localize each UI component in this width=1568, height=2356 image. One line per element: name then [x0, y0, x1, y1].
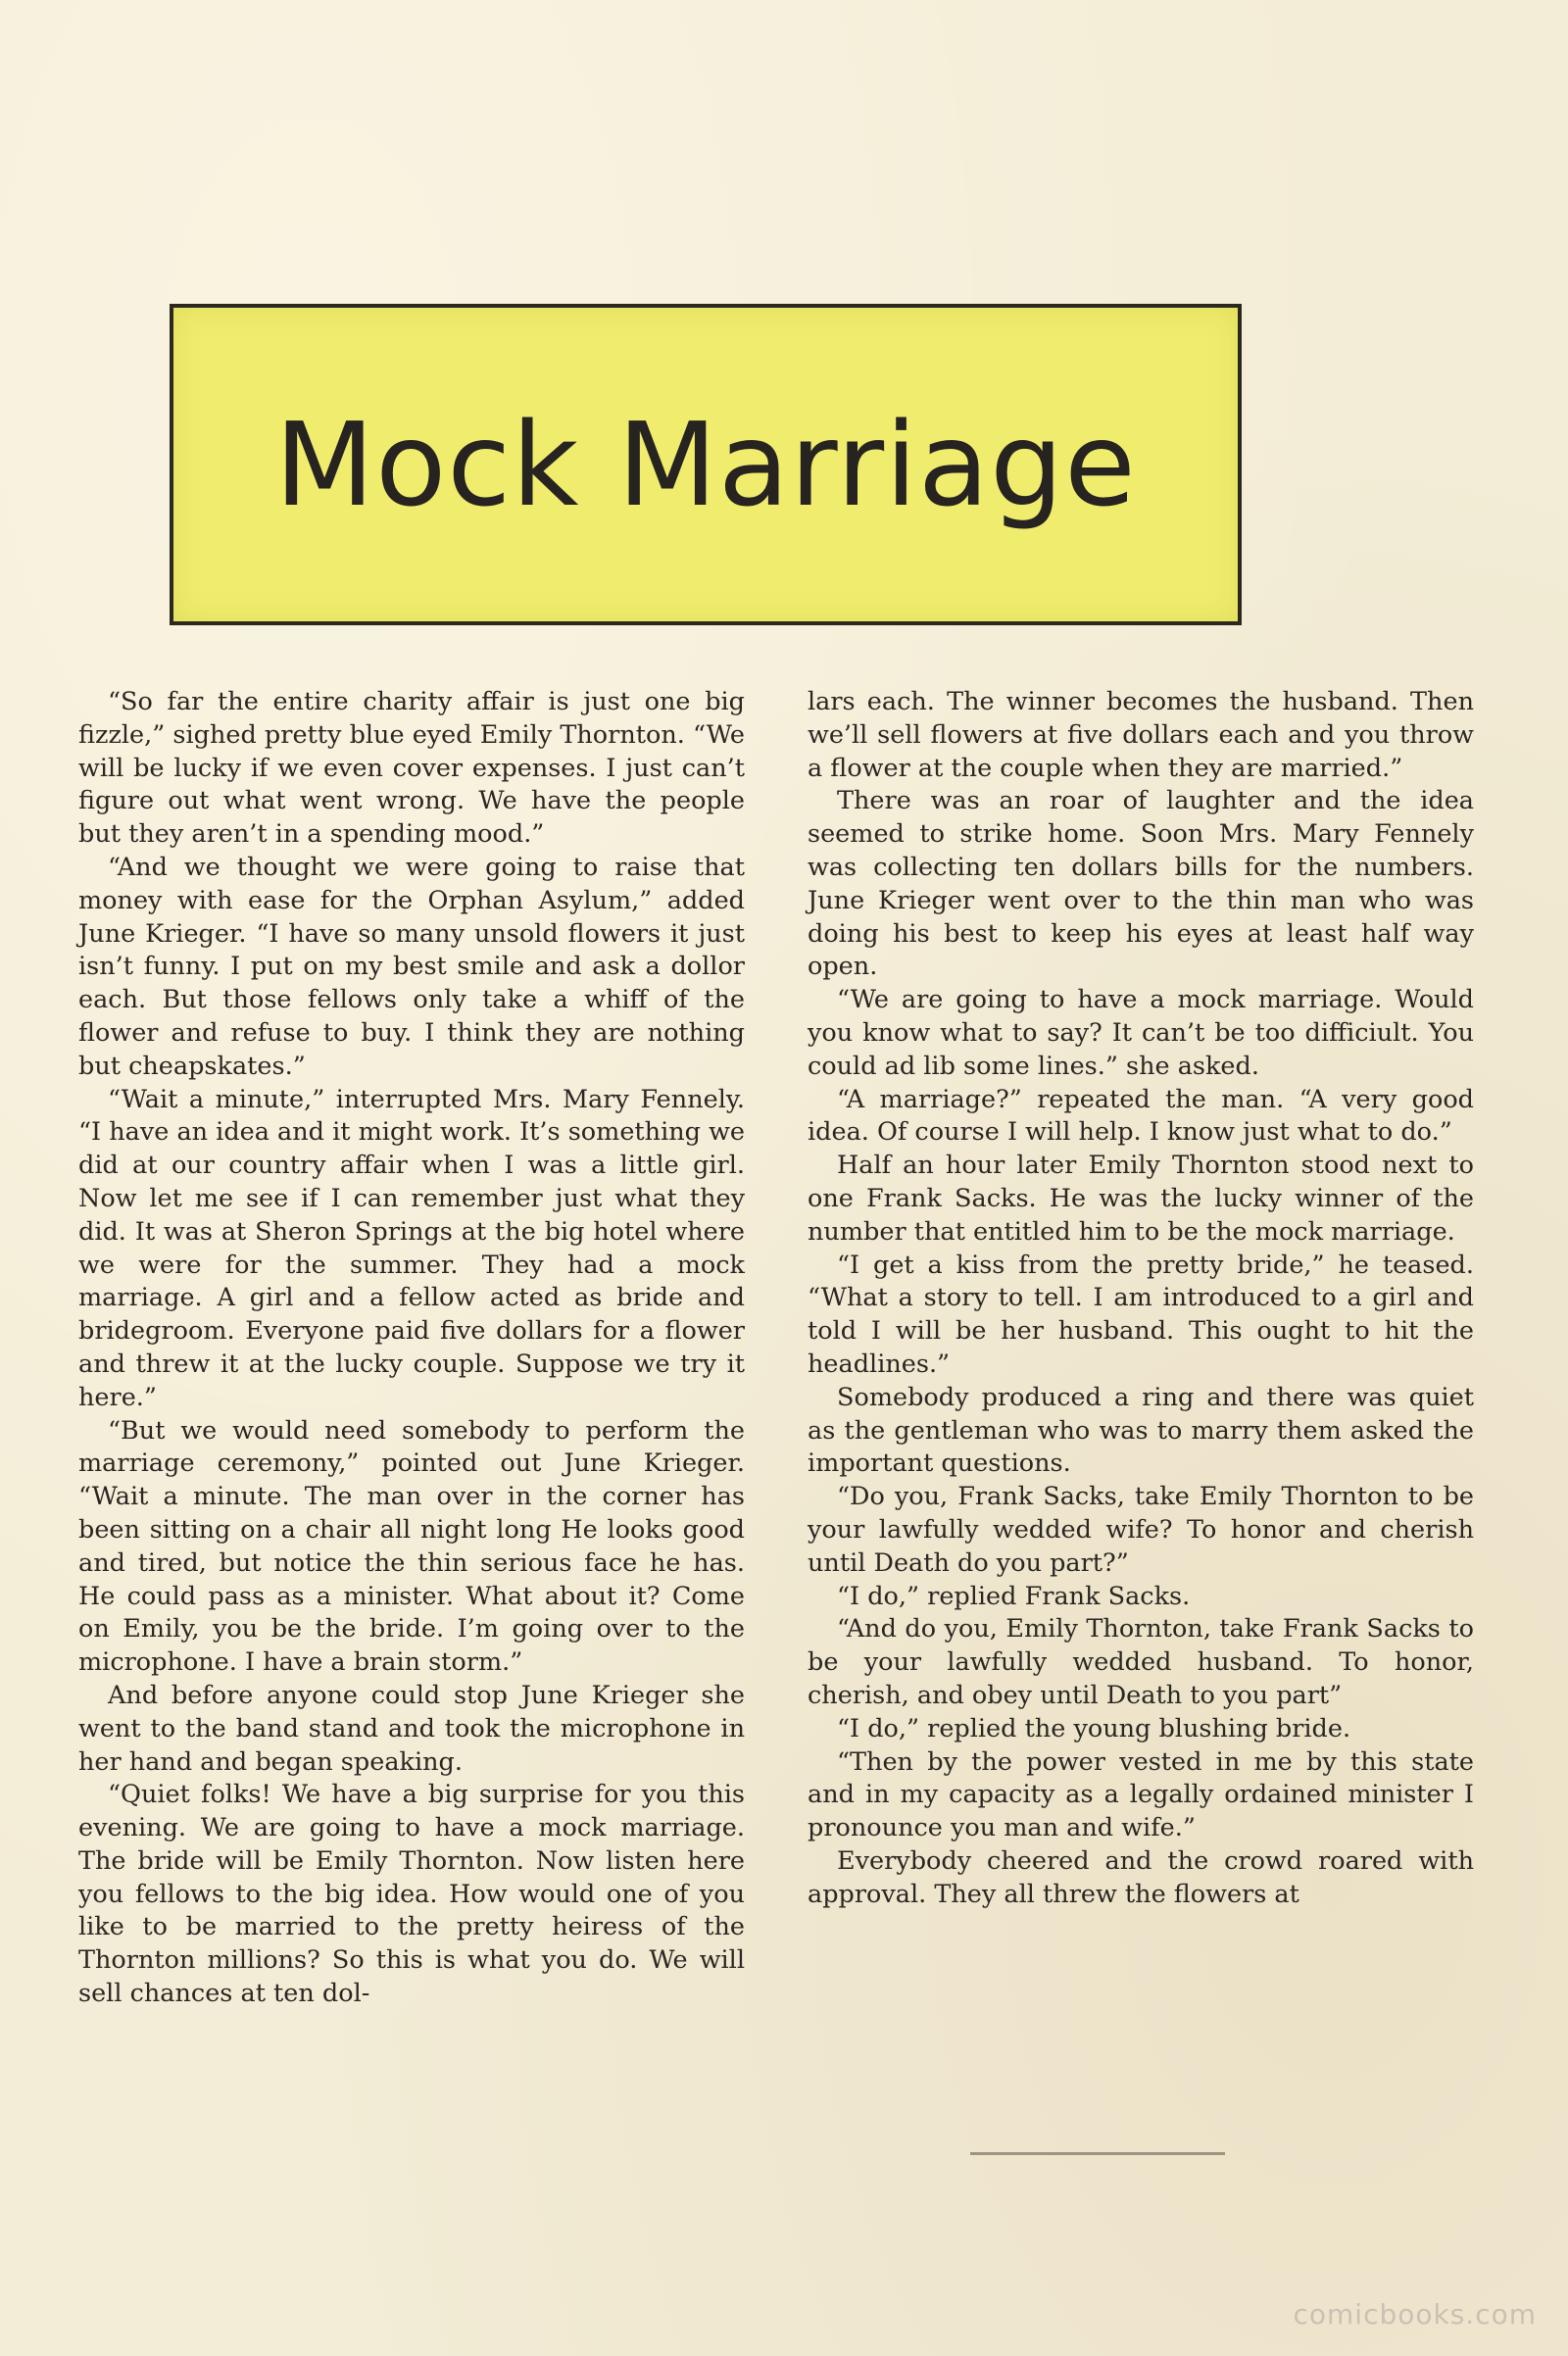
left-column [78, 686, 745, 2011]
paragraph: “Quiet folks! We have a big surprise for you this evening. We are going to have a mock marriage. The bride will be Emily Thornton. Now listen here you fellows to the big idea. How would one of you like to be married to the pretty heiress of the Thornton millions? So this is what you do. We will sell chances at ten dol- [78, 1780, 745, 2009]
end-rule [970, 2152, 1225, 2155]
title-box [170, 304, 1242, 625]
paragraph: There was an roar of laughter and the idea seemed to strike home. Soon Mrs. Mary Fennely was collecting ten dollars bills for the numbers. June Krieger went over to the thin man who was doing his best to keep his eyes at least half way open. [808, 786, 1474, 982]
paragraph: “I get a kiss from the pretty bride,” he teased. “What a story to tell. I am introduced to a girl and told I will be her husband. This ought to hit the headlines.” [808, 1250, 1474, 1379]
paragraph: And before anyone could stop June Krieger she went to the band stand and took the microphone in her hand and began speaking. [78, 1680, 745, 1777]
paragraph: “A marriage?” repeated the man. “A very good idea. Of course I will help. I know just what to do.” [808, 1084, 1474, 1148]
paragraph: “Do you, Frank Sacks, take Emily Thornton to be your lawfully wedded wife? To honor and cherish until Death do you part?” [808, 1482, 1474, 1578]
watermark: comicbooks.com [1293, 2298, 1537, 2331]
paragraph: Everybody cheered and the crowd roared with approval. They all threw the flowers at [808, 1845, 1474, 1909]
paragraph: “I do,” replied Frank Sacks. [837, 1581, 1191, 1611]
paragraph: “Wait a minute,” interrupted Mrs. Mary Fennely. “I have an idea and it might work. It’s something we did at our country affair when I was a little girl. Now let me see if I can remember just what they did. It was at Sheron Springs at the big hotel where we were for the summer. They had a mock marriage. A girl and a fellow acted as bride and bridegroom. Everyone paid five dollars for a flower and threw it at the lucky couple. Suppose we try it here.” [78, 1084, 746, 1412]
right-column [808, 686, 1474, 1911]
paragraph: “And we thought we were going to raise that money with ease for the Orphan Asylum,” added June Krieger. “I have so many unsold flowers it just isn’t funny. I put on my best smile and ask a dollor each. But those fellows only take a whiff of the flower and refuse to buy. I think they are nothing but cheapskates.” [78, 852, 745, 1081]
paragraph: Somebody produced a ring and there was quiet as the gentleman who was to marry them asked the important questions. [808, 1382, 1474, 1479]
story-title: Mock Marriage [274, 397, 1137, 532]
paragraph: “And do you, Emily Thornton, take Frank Sacks to be your lawfully wedded husband. To honor, cherish, and obey until Death to you part” [808, 1614, 1474, 1710]
paragraph: “But we would need somebody to perform the marriage ceremony,” pointed out June Krieger. “Wait a minute. The man over in the corner has been sitting on a chair all night long He looks good and tired, but notice the thin serious face he has. He could pass as a minister. What about it? Come on Emily, you be the bride. I’m going over to the microphone. I have a brain storm.” [78, 1415, 745, 1678]
paragraph: Half an hour later Emily Thornton stood next to one Frank Sacks. He was the lucky winner of the number that entitled him to be the mock marriage. [808, 1151, 1474, 1247]
paragraph: “So far the entire charity affair is just one big fizzle,” sighed pretty blue eyed Emily Thornton. “We will be lucky if we even cover expenses. I just can’t figure out what went wrong. We have the people but they aren’t in a spending mood.” [78, 687, 745, 850]
paragraph: “We are going to have a mock marriage. Would you know what to say? It can’t be too difficiult. You could ad lib some lines.” she asked. [808, 985, 1474, 1081]
paragraph: “Then by the power vested in me by this state and in my capacity as a legally ordained minister I pronounce you man and wife.” [808, 1746, 1474, 1843]
paragraph-continuation: lars each. The winner becomes the husband. Then we’ll sell flowers at five dollars each and you throw a flower at the couple when they are married.” [808, 687, 1474, 783]
paragraph: “I do,” replied the young blushing bride. [837, 1713, 1351, 1743]
